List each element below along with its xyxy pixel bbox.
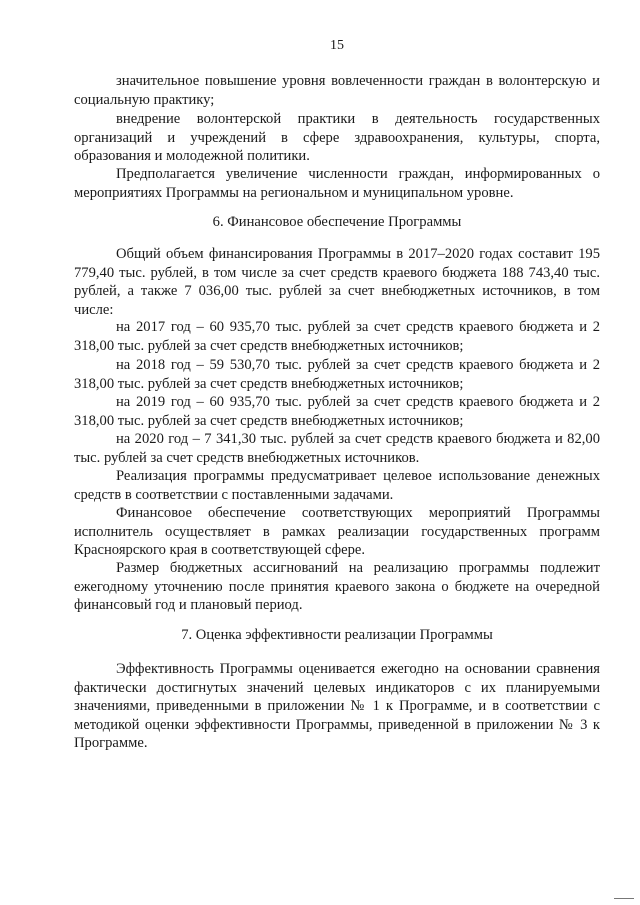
page-number: 15	[330, 38, 344, 53]
paragraph: Реализация программы предусматривает целевое использование денежных средств в соответствии с поставленными задачами.	[74, 468, 600, 503]
page-edge-mark	[614, 898, 634, 899]
paragraph: Общий объем финансирования Программы в 2017–2020 годах составит 195 779,40 тыс. рублей, в том числе за счет средств краевого бюджета 188 743,40 тыс. рублей, а также 7 036,00 тыс. рублей за счет внебюджетных источников, в том числе:	[74, 246, 600, 318]
paragraph: на 2019 год – 60 935,70 тыс. рублей за счет средств краевого бюджета и 2 318,00 тыс. рублей за счет средств внебюджетных источников;	[74, 394, 600, 429]
paragraph: на 2017 год – 60 935,70 тыс. рублей за счет средств краевого бюджета и 2 318,00 тыс. рублей за счет средств внебюджетных источников;	[74, 319, 600, 354]
paragraph: внедрение волонтерской практики в деятельность государственных организаций и учреждений в сфере здравоохранения, культуры, спорта, образования и молодежной политики.	[74, 111, 600, 165]
paragraph: на 2018 год – 59 530,70 тыс. рублей за счет средств краевого бюджета и 2 318,00 тыс. рублей за счет средств внебюджетных источников;	[74, 357, 600, 392]
paragraph: Эффективность Программы оценивается ежегодно на основании сравнения фактически достигнутых значений целевых индикаторов с их планируемыми значениями, приведенными в приложении № 1 к Программе, и в соответствии с методикой оценки эффективности Программы, приведенной в приложении № 3 к Программе.	[74, 661, 600, 752]
paragraph: Финансовое обеспечение соответствующих мероприятий Программы исполнитель осуществляет в рамках реализации государственных программ Красноярского края в соответствующей сфере.	[74, 505, 600, 559]
paragraph: на 2020 год – 7 341,30 тыс. рублей за счет средств краевого бюджета и 82,00 тыс. рублей за счет средств внебюджетных источников.	[74, 431, 600, 466]
paragraph: значительное повышение уровня вовлеченности граждан в волонтерскую и социальную практику;	[74, 73, 600, 108]
section-7-title: 7. Оценка эффективности реализации Программы	[181, 627, 493, 643]
section-6-title: 6. Финансовое обеспечение Программы	[212, 214, 462, 230]
paragraph: Размер бюджетных ассигнований на реализацию программы подлежит ежегодному уточнению после принятия краевого закона о бюджете на очередной финансовый год и плановый период.	[74, 560, 600, 614]
paragraph: Предполагается увеличение численности граждан, информированных о мероприятиях Программы на региональном и муниципальном уровне.	[74, 166, 600, 201]
